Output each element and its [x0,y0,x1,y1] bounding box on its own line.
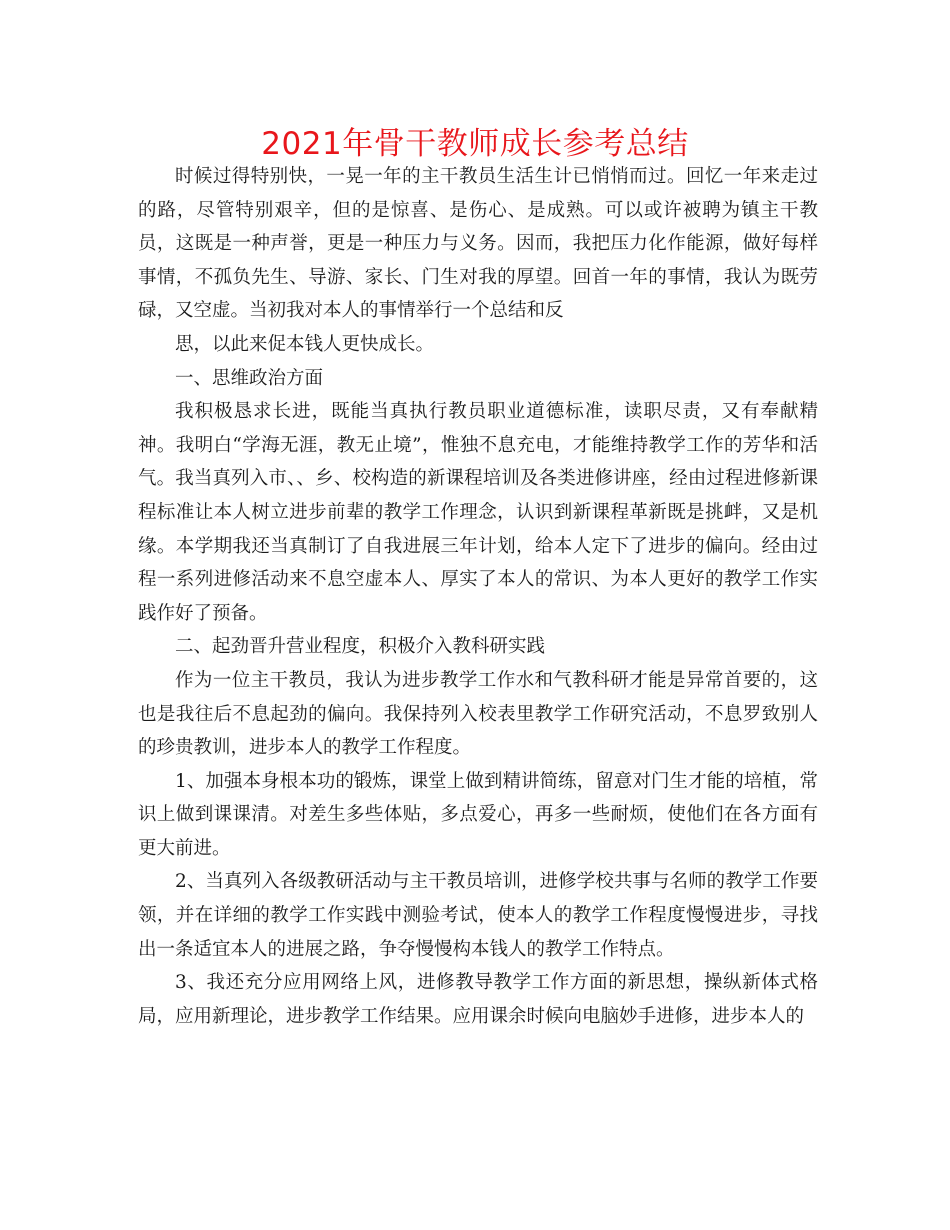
list-item-3: 3、我还充分应用网络上风，进修教导教学工作方面的新思想，操纵新体式格局，应用新理论，进步教学工作结果。应用课余时候向电脑妙手进修，进步本人的 [138,972,818,1027]
paragraph-intro-continued: 思，以此来促本钱人更快成长。 [175,333,435,355]
list-item-1: 1、加强本身根本功的锻炼，课堂上做到精讲简练，留意对门生才能的培植，常识上做到课课清。对差生多些体贴，多点爱心，再多一些耐烦，使他们在各方面有更大前进。 [138,770,818,859]
section-heading-research: 二、起劲晋升营业程度，积极介入教科研实践 [175,636,546,658]
document-title: 2021年骨干教师成长参考总结 [261,126,689,162]
list-item-2: 2、当真列入各级教研活动与主干教员培训，进修学校共事与名师的教学工作要领，并在详细的教学工作实践中测验考试，使本人的教学工作程度慢慢进步，寻找出一条适宜本人的进展之路，争夺慢慢构本钱人的教学工作特点。 [138,871,818,960]
paragraph-intro: 时候过得特别快，一晃一年的主干教员生活生计已悄悄而过。回忆一年来走过的路，尽管特别艰辛，但的是惊喜、是伤心、是成熟。可以或许被聘为镇主干教员，这既是一种声誉，更是一种压力与义务。因而，我把压力化作能源，做好每样事情，不孤负先生、导游、家长、门生对我的厚望。回首一年的事情，我认为既劳碌，又空虚。当初我对本人的事情举行一个总结和反 [138,166,818,322]
paragraph-research: 作为一位主干教员，我认为进步教学工作水和气教科研才能是异常首要的，这也是我往后不息起劲的偏向。我保持列入校表里教学工作研究活动，不息罗致别人的珍贵教训，进步本人的教学工作程度。 [138,669,818,759]
document-body [138,160,818,1033]
section-heading-ideology: 一、思维政治方面 [175,367,324,389]
paragraph-ideology: 我积极恳求长进，既能当真执行教员职业道德标准，读职尽责，又有奉献精神。我明白“学海无涯，教无止境”，惟独不息充电，才能维持教学工作的芳华和活气。我当真列入市、、乡、校构造的新课程培训及各类进修讲座，经由过程进修新课程标准让本人树立进步前辈的教学工作理念，认识到新课程革新既是挑衅，又是机缘。本学期我还当真制订了自我进展三年计划，给本人定下了进步的偏向。经由过程一系列进修活动来不息空虚本人、厚实了本人的常识、为本人更好的教学工作实践作好了预备。 [138,401,818,624]
